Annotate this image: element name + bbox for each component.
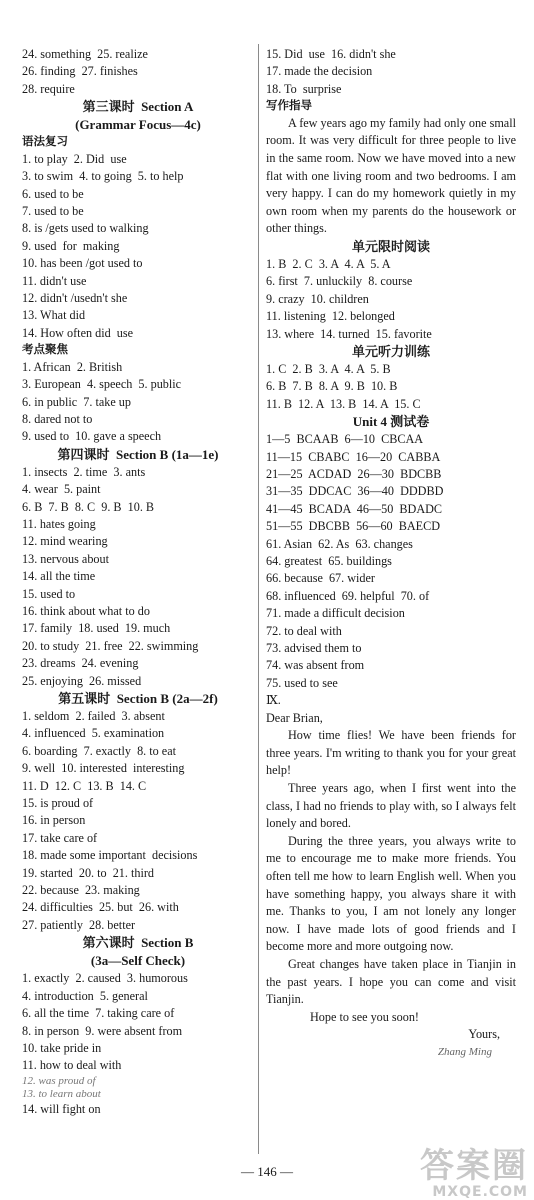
answer-line: 24. difficulties 25. but 26. with [22, 900, 179, 915]
answer-line: 8. in person 9. were absent from [22, 1023, 183, 1038]
right-column [266, 46, 516, 1062]
answer-line: 12. was proud of [22, 1074, 96, 1087]
answer-line: 1. to play 2. Did use [22, 151, 127, 166]
answer-line: 13. nervous about [22, 551, 109, 566]
answer-line: 11—15 CBABC 16—20 CABBA [266, 449, 441, 464]
section-heading: 第四课时 Section B (1a—1e) [57, 446, 219, 462]
answer-line: 9. used to 10. gave a speech [22, 429, 162, 444]
answer-line: 6. all the time 7. taking care of [22, 1006, 175, 1021]
answer-line: 24. something 25. realize [22, 47, 148, 61]
letter-paragraph-5: Hope to see you soon! [310, 1009, 419, 1024]
answer-line: 26. finding 27. finishes [22, 64, 138, 79]
answer-line: 11. hates going [22, 516, 96, 531]
answer-line: 19. started 20. to 21. third [22, 865, 155, 880]
answer-line: 3. European 4. speech 5. public [22, 377, 182, 392]
answer-line: 31—35 DDCAC 36—40 DDDBD [266, 484, 444, 499]
answer-line: 4. influenced 5. examination [22, 726, 165, 741]
answer-line: 18. To surprise [266, 81, 342, 96]
section-heading: Unit 4 测试卷 [352, 414, 430, 430]
answer-line: 74. was absent from [266, 658, 365, 673]
answer-line: 15. Did use 16. didn't she [266, 47, 396, 61]
answer-line: 7. used to be [22, 203, 84, 218]
answer-line: 21—25 ACDAD 26—30 BDCBB [266, 466, 442, 481]
answer-line: 64. greatest 65. buildings [266, 553, 392, 568]
letter-paragraph-4: Great changes have taken place in Tianjin in the past years. I hope you can come and visit Tianjin. [266, 956, 516, 1007]
answer-line: 11. didn't use [22, 273, 87, 288]
answer-line: 11. B 12. A 13. B 14. A 15. C [266, 396, 421, 411]
answer-line: 6. in public 7. take up [22, 394, 131, 409]
answer-line: 10. take pride in [22, 1040, 102, 1055]
letter-paragraph-3: During the three years, you always write to me to encourage me to make more friends. You often tell me how to learn English well. When you have something happy, you always share it with me. Thanks to you, I am not lonely any longer now. I have made lots of good friends and I become more and more outgoing now. [266, 833, 516, 954]
answer-line: Ⅸ. [266, 693, 281, 708]
answer-line: 14. How often did use [22, 325, 134, 340]
answer-line: 12. didn't /usedn't she [22, 290, 128, 305]
right-top-answers [266, 46, 516, 115]
section-heading: 第五课时 Section B (2a—2f) [58, 691, 218, 706]
answer-line: 6. boarding 7. exactly 8. to eat [22, 743, 176, 758]
subsection-label: 考点聚焦 [22, 344, 68, 357]
answer-line: 71. made a difficult decision [266, 606, 405, 621]
answer-line: 11. listening 12. belonged [266, 309, 395, 324]
answer-line: 17. take care of [22, 830, 98, 845]
answer-line: 11. how to deal with [22, 1058, 122, 1073]
answer-line: 16. think about what to do [22, 603, 150, 618]
answer-line: 16. in person [22, 813, 86, 828]
answer-line: 8. is /gets used to walking [22, 221, 149, 236]
column-divider [258, 44, 259, 1154]
answer-line: 15. is proud of [22, 796, 94, 811]
letter-paragraph-1: How time flies! We have been friends for three years. I'm writing to thank you for your great help! [266, 728, 516, 778]
page-number: — 146 — [241, 1164, 293, 1179]
answer-line: 27. patiently 28. better [22, 917, 136, 932]
answer-line: 6. used to be [22, 186, 84, 201]
answer-line: 20. to study 21. free 22. swimming [22, 638, 199, 653]
answer-line: 1. seldom 2. failed 3. absent [22, 709, 165, 723]
answer-line: 41—45 BCADA 46—50 BDADC [266, 501, 443, 516]
answer-line: 10. has been /got used to [22, 256, 143, 271]
right-mid-answers [266, 238, 516, 710]
answer-line: 17. made the decision [266, 64, 373, 79]
subsection-label: 语法复习 [22, 136, 68, 149]
watermark-title: 答案圈 [420, 1146, 528, 1186]
answer-line: 13. What did [22, 308, 86, 323]
answer-line: 1. African 2. British [22, 359, 123, 374]
answer-line: 66. because 67. wider [266, 571, 375, 586]
answer-line: 18. made some important decisions [22, 848, 198, 863]
answer-line: 1. C 2. B 3. A 4. A 5. B [266, 361, 391, 376]
section-heading: 单元限时阅读 [351, 238, 430, 254]
answer-line: 14. all the time [22, 569, 96, 584]
answer-line: 4. wear 5. paint [22, 482, 101, 497]
answer-line: 1—5 BCAAB 6—10 CBCAA [266, 432, 424, 447]
answer-line: 17. family 18. used 19. much [22, 621, 171, 636]
answer-line: 1. insects 2. time 3. ants [22, 464, 146, 479]
answer-line: 75. used to see [266, 675, 338, 690]
letter-greeting: Dear Brian, [266, 710, 323, 725]
letter-signature: Zhang Ming [437, 1045, 492, 1058]
answer-line: 13. to learn about [22, 1087, 101, 1100]
answer-line: 51—55 DBCBB 56—60 BAECD [266, 519, 441, 534]
writing-sample: A few years ago my family had only one small room. It was very difficult for three people to live in the same room. Now we have moved into a new flat with one living room and two bedrooms. I am very happy. I can do my homework quietly in my own room when my parents do the housework or other things. [266, 115, 516, 236]
watermark-logo [420, 1148, 528, 1200]
answer-line: 68. influenced 69. helpful 70. of [266, 588, 430, 603]
answer-line: 4. introduction 5. general [22, 988, 148, 1003]
answer-line: 23. dreams 24. evening [22, 656, 139, 671]
watermark-url: MXQE.COM [432, 1184, 528, 1200]
answer-line: 8. dared not to [22, 411, 93, 426]
answer-line: 9. crazy 10. children [266, 291, 369, 306]
answer-line: 61. Asian 62. As 63. changes [266, 536, 413, 551]
answer-line: 14. will fight on [22, 1101, 101, 1116]
section-heading: (Grammar Focus—4c) [75, 117, 201, 133]
answer-line: 6. B 7. B 8. C 9. B 10. B [22, 499, 155, 514]
answer-line: 3. to swim 4. to going 5. to help [22, 169, 184, 184]
answer-line: 1. exactly 2. caused 3. humorous [22, 971, 188, 986]
letter-closing: Yours, [468, 1027, 500, 1042]
answer-line: 25. enjoying 26. missed [22, 673, 142, 688]
answer-line: 73. advised them to [266, 641, 362, 655]
subsection-label: 写作指导 [266, 100, 312, 113]
letter [266, 710, 516, 1062]
letter-paragraph-2: Three years ago, when I first went into the class, I had no friends to play with, so I always felt lonely and bored. [266, 781, 516, 831]
answer-line: 6. first 7. unluckily 8. course [266, 274, 413, 289]
answer-line: 13. where 14. turned 15. favorite [266, 326, 432, 341]
section-heading: 第三课时 Section A [82, 99, 194, 115]
answer-line: 6. B 7. B 8. A 9. B 10. B [266, 379, 398, 394]
answer-line: 72. to deal with [266, 623, 342, 638]
section-heading: 第六课时 Section B [82, 935, 194, 951]
answer-line: 28. require [22, 81, 75, 96]
answer-line: 12. mind wearing [22, 534, 108, 549]
section-heading: 单元听力训练 [351, 343, 430, 359]
answer-line: 9. used for making [22, 238, 120, 253]
answer-line: 9. well 10. interested interesting [22, 761, 185, 776]
answer-line: 15. used to [22, 586, 76, 601]
answer-line: 22. because 23. making [22, 883, 140, 898]
answer-line: 1. B 2. C 3. A 4. A 5. A [266, 256, 391, 271]
section-heading: (3a—Self Check) [90, 953, 186, 969]
answer-line: 11. D 12. C 13. B 14. C [22, 778, 147, 793]
left-column [22, 46, 254, 1118]
